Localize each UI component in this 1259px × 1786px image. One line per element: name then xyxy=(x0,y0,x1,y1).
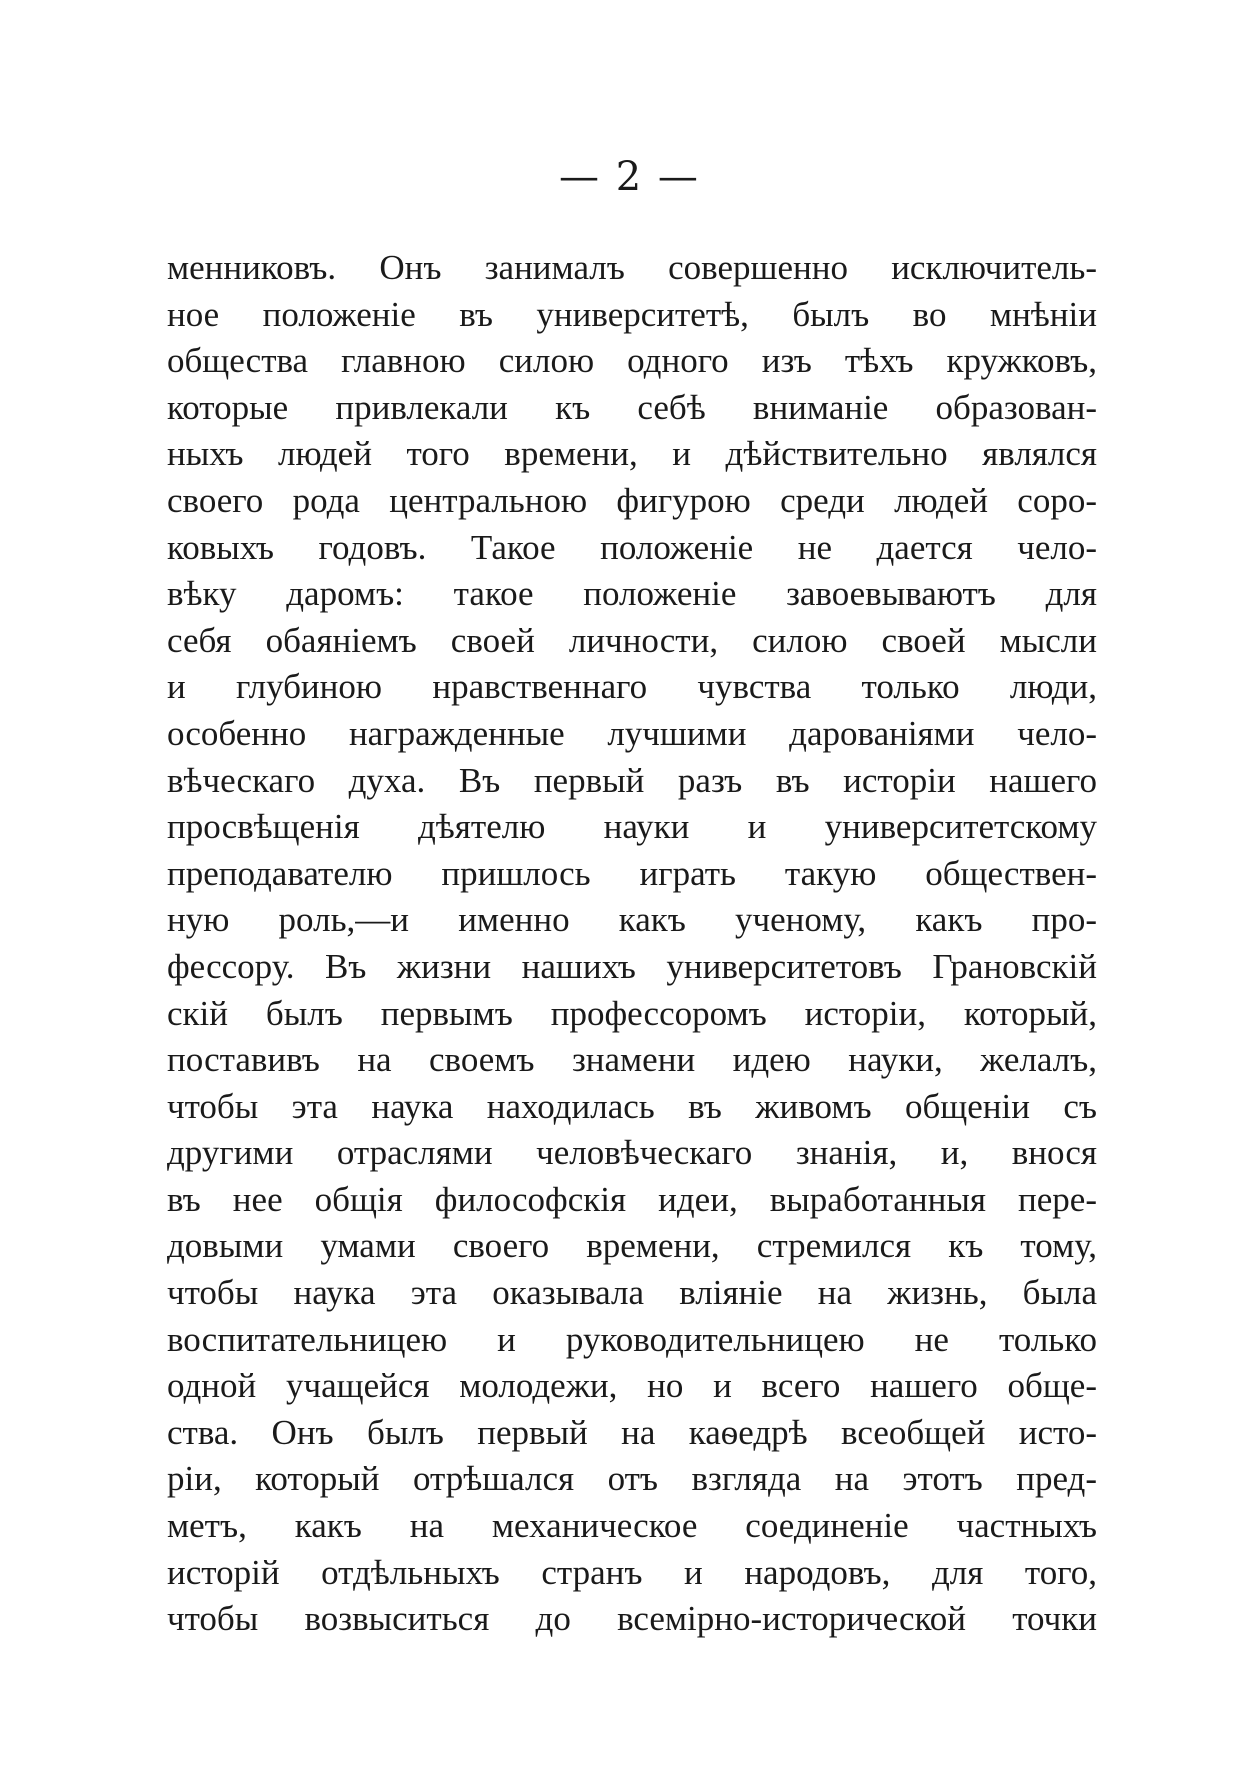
text-line-12: вѣческаго духа. Въ первый разъ въ исторіи нашего xyxy=(167,760,1097,800)
text-line-13: просвѣщенія дѣятелю науки и университетскому xyxy=(167,807,1097,847)
page-number-header: — 2 — xyxy=(559,154,700,200)
text-line-17: скій былъ первымъ профессоромъ исторіи, который, xyxy=(167,993,1097,1033)
text-line-18: поставивъ на своемъ знамени идею науки, желалъ, xyxy=(167,1040,1097,1080)
body-text xyxy=(167,245,1097,1643)
text-line-8: вѣку даромъ: такое положеніе завоевываютъ для xyxy=(167,574,1097,614)
text-line-14: преподавателю пришлось играть такую обществен- xyxy=(167,853,1097,893)
text-line-4: которые привлекали къ себѣ вниманіе образован- xyxy=(167,387,1097,427)
text-line-11: особенно награжденные лучшими дарованіями чело- xyxy=(167,713,1097,753)
text-line-27: ріи, который отрѣшался отъ взгляда на этотъ пред- xyxy=(167,1459,1097,1499)
text-line-25: одной учащейся молодежи, но и всего нашего обще- xyxy=(167,1366,1097,1406)
text-line-10: и глубиною нравственнаго чувства только люди, xyxy=(167,667,1097,707)
text-line-28: метъ, какъ на механическое соединеніе частныхъ xyxy=(167,1506,1097,1546)
text-line-6: своего рода центральною фигурою среди людей соро- xyxy=(167,480,1097,520)
text-line-30: чтобы возвыситься до всемірно-исторической точки xyxy=(167,1599,1097,1639)
text-line-24: воспитательницею и руководительницею не только xyxy=(167,1319,1097,1359)
text-line-20: другими отраслями человѣческаго знанія, и, внося xyxy=(167,1133,1097,1173)
text-line-1: менниковъ. Онъ занималъ совершенно исключитель- xyxy=(167,248,1097,287)
text-line-9: себя обаяніемъ своей личности, силою своей мысли xyxy=(167,620,1097,660)
text-line-21: въ нее общія философскія идеи, выработанныя пере- xyxy=(167,1179,1097,1219)
text-line-15: ную роль,—и именно какъ ученому, какъ про- xyxy=(167,900,1097,940)
text-line-16: фессору. Въ жизни нашихъ университетовъ Грановскій xyxy=(167,946,1097,986)
text-line-26: ства. Онъ былъ первый на каѳедрѣ всеобщей исто- xyxy=(167,1412,1097,1452)
text-line-5: ныхъ людей того времени, и дѣйствительно являлся xyxy=(167,434,1097,474)
text-line-19: чтобы эта наука находилась въ живомъ общеніи съ xyxy=(167,1086,1097,1126)
text-line-29: исторій отдѣльныхъ странъ и народовъ, для того, xyxy=(167,1552,1097,1592)
text-line-2: ное положеніе въ университетѣ, былъ во мнѣніи xyxy=(167,294,1097,334)
text-line-22: довыми умами своего времени, стремился къ тому, xyxy=(167,1226,1097,1266)
text-line-7: ковыхъ годовъ. Такое положеніе не дается чело- xyxy=(167,527,1097,567)
text-line-3: общества главною силою одного изъ тѣхъ кружковъ, xyxy=(167,341,1097,381)
text-line-23: чтобы наука эта оказывала вліяніе на жизнь, была xyxy=(167,1273,1097,1313)
